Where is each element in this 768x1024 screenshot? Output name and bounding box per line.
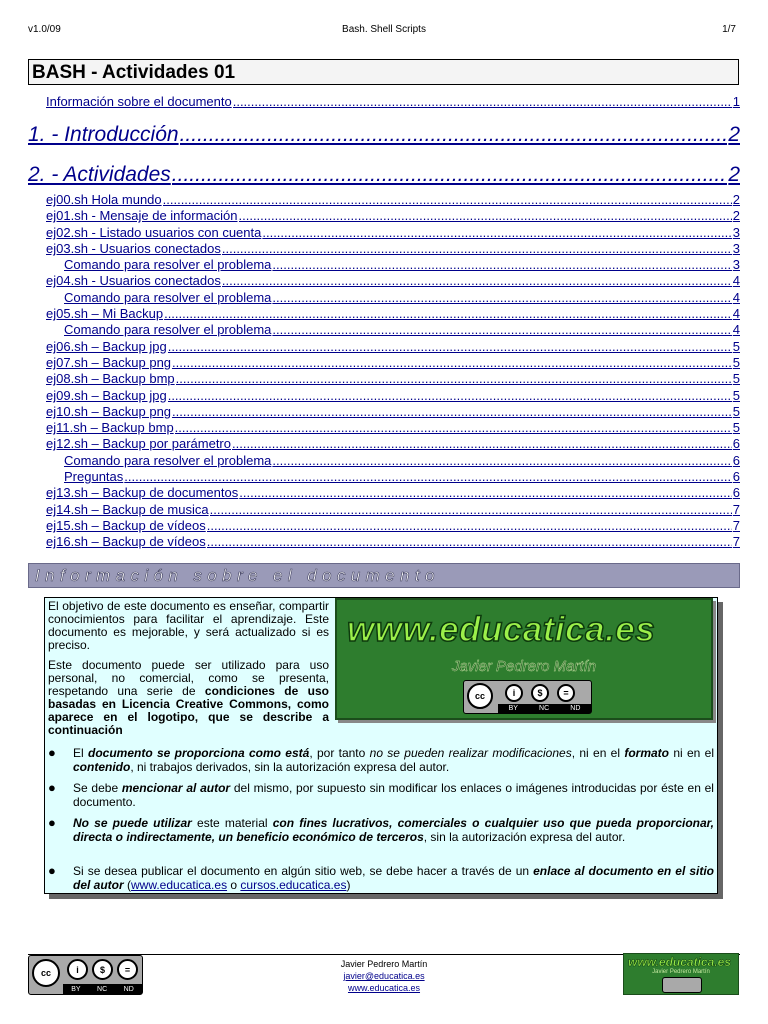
toc-entry-label: ej00.sh Hola mundo — [46, 192, 162, 207]
toc-leader-dots — [272, 322, 731, 337]
b1-t3: , por tanto — [309, 746, 370, 760]
toc-entry-label: ej09.sh – Backup jpg — [46, 388, 167, 403]
toc-entry[interactable] — [46, 485, 740, 501]
document-title-box — [28, 59, 739, 85]
toc-leader-dots — [239, 485, 732, 500]
toc-entry-page: 7 — [732, 502, 740, 517]
info-paragraph-1: El objetivo de este documento es enseñar, compartir conocimientos para facilitar el aprendizaje. Este documento es mejorable, y será actualizado si es preciso. — [48, 599, 329, 652]
educatica-logo — [335, 598, 713, 720]
footer-educatica-logo — [623, 953, 739, 995]
cc-strip-nd: ND — [123, 985, 134, 993]
section-heading — [28, 563, 740, 588]
toc-entry-label: ej14.sh – Backup de musica — [46, 502, 209, 517]
toc-entry-page: 3 — [732, 257, 740, 272]
nd-icon: = — [557, 684, 575, 702]
mini-cc-icon — [662, 977, 702, 993]
cc-strip-by: BY — [71, 985, 81, 993]
toc-entry[interactable] — [46, 241, 740, 257]
toc-entry-page: 5 — [732, 339, 740, 354]
toc-entry-label: Información sobre el documento — [46, 94, 232, 109]
logo-url-text: www.educatica.es — [347, 610, 656, 649]
header-title: Bash. Shell Scripts — [342, 24, 426, 35]
b3-t2: este material — [191, 816, 273, 830]
toc-leader-dots — [163, 192, 732, 207]
toc-leader-dots — [175, 420, 732, 435]
bullet-icon: ● — [48, 863, 56, 878]
toc-leader-dots — [232, 436, 732, 451]
by-icon: i — [67, 959, 88, 980]
toc-entry[interactable] — [28, 163, 740, 191]
cc-strip-nc: NC — [539, 705, 550, 712]
toc-entry-page: 3 — [732, 225, 740, 240]
toc-leader-dots — [222, 273, 732, 288]
mini-logo-name: Javier Pedrero Martín — [652, 969, 710, 975]
toc-entry-label: ej12.sh – Backup por parámetro — [46, 436, 231, 451]
toc-entry[interactable] — [64, 257, 740, 273]
toc-entry-page: 2 — [728, 123, 740, 146]
info-paragraph-2-bold: condiciones de uso basadas en Licencia Creative Commons, como aparece en el logotipo, que se describe a continuación — [48, 684, 329, 737]
footer-email-link[interactable]: javier@educatica.es — [343, 971, 425, 981]
toc-leader-dots — [272, 257, 731, 272]
toc-leader-dots — [207, 518, 732, 533]
by-icon: i — [505, 684, 523, 702]
toc-entry-page: 2 — [728, 163, 740, 186]
b4-t2: enlace al documento en el sitio del autor — [73, 864, 714, 892]
nc-icon: $ — [531, 684, 549, 702]
b4-t5: ) — [346, 878, 351, 892]
b1-t4: no se pueden realizar modificaciones — [369, 746, 572, 760]
toc-entry-label: ej02.sh - Listado usuarios con cuenta — [46, 225, 262, 240]
b4-t3: ( — [123, 878, 132, 892]
toc-entry-page: 5 — [732, 404, 740, 419]
b4-t4: o — [227, 878, 241, 892]
toc-entry[interactable] — [64, 469, 740, 485]
toc-entry-page: 5 — [732, 388, 740, 403]
nd-icon: = — [117, 959, 138, 980]
toc-entry[interactable] — [46, 420, 740, 436]
toc-entry-page: 6 — [732, 469, 740, 484]
toc-entry-label: ej10.sh – Backup png — [46, 404, 172, 419]
toc-leader-dots — [176, 371, 732, 386]
bullet-item-3 — [48, 816, 714, 844]
bullet-icon: ● — [48, 815, 56, 830]
toc-entry-page: 1 — [732, 94, 740, 109]
toc-entry[interactable] — [28, 123, 740, 151]
toc-entry[interactable] — [46, 502, 740, 518]
toc-leader-dots — [233, 94, 732, 109]
mini-logo-url: www.educatica.es — [628, 955, 731, 969]
toc-entry-page: 7 — [732, 518, 740, 533]
toc-entry-page: 5 — [732, 355, 740, 370]
toc-entry[interactable] — [46, 371, 740, 387]
toc-entry[interactable] — [46, 534, 740, 550]
section-heading-text: Información sobre el documento — [35, 566, 440, 585]
toc-entry[interactable] — [64, 322, 740, 338]
logo-author-name: Javier Pedrero Martín — [451, 658, 597, 675]
toc-leader-dots — [172, 355, 732, 370]
toc-entry[interactable] — [46, 404, 740, 420]
cc-strip-nc: NC — [97, 985, 108, 993]
b1-t2: documento se proporciona como está — [88, 746, 310, 760]
b1-t6: formato — [624, 746, 670, 760]
cc-license-icon — [463, 680, 592, 714]
toc-leader-dots — [124, 469, 732, 484]
footer-author: Javier Pedrero Martín — [340, 959, 428, 969]
toc-entry-page: 7 — [732, 534, 740, 549]
toc-entry[interactable] — [46, 436, 740, 452]
b3-t3: con fines lucrativos, comerciales o cualquier uso que pueda proporcionar, directa o indirectamente, un beneficio económico de terceros — [73, 816, 715, 844]
b4-t1: Si se desea publicar el documento en algún sitio web, se debe hacer a través de un — [73, 864, 534, 878]
bullet-item-2 — [48, 781, 714, 809]
cc-strip-nd: ND — [570, 705, 581, 712]
toc-entry-label: Comando para resolver el problema — [64, 322, 272, 337]
cc-icon: cc — [32, 959, 60, 987]
toc-leader-dots — [272, 290, 731, 305]
toc-entry-label: ej06.sh – Backup jpg — [46, 339, 167, 354]
toc-entry[interactable] — [46, 306, 740, 322]
document-title: BASH - Actividades 01 — [32, 62, 236, 83]
toc-leader-dots — [172, 163, 728, 187]
toc-entry-page: 6 — [732, 485, 740, 500]
toc-entry-page: 5 — [732, 371, 740, 386]
bullet-icon: ● — [48, 745, 56, 760]
b2-t1: Se debe — [73, 781, 122, 795]
cc-strip — [498, 704, 591, 713]
educatica-link[interactable]: www.educatica.es — [131, 878, 228, 892]
toc-entry[interactable] — [46, 355, 740, 371]
toc-leader-dots — [168, 339, 732, 354]
toc-leader-dots — [222, 241, 732, 256]
nc-icon: $ — [92, 959, 113, 980]
toc-entry-page: 4 — [732, 322, 740, 337]
b1-t5: , ni en el — [571, 746, 625, 760]
toc-entry-label: ej11.sh – Backup bmp — [46, 420, 174, 435]
toc-leader-dots — [239, 208, 732, 223]
toc-entry-page: 4 — [732, 290, 740, 305]
toc-leader-dots — [210, 502, 732, 517]
bullet-icon: ● — [48, 780, 56, 795]
toc-entry[interactable] — [46, 192, 740, 208]
toc-entry-label: ej01.sh - Mensaje de información — [46, 208, 238, 223]
b1-t7: ni en el — [669, 746, 714, 760]
info-paragraph-2-text: Este documento puede ser utilizado para uso personal, no comercial, como se presenta, respetando una serie de — [48, 658, 329, 698]
toc-entry-label: ej04.sh - Usuarios conectados — [46, 273, 221, 288]
toc-entry[interactable] — [46, 225, 740, 241]
toc-leader-dots — [172, 404, 732, 419]
toc-entry[interactable] — [46, 518, 740, 534]
toc-entry-label: ej07.sh – Backup png — [46, 355, 172, 370]
info-paragraph-2 — [48, 659, 329, 737]
toc-entry-label: ej03.sh - Usuarios conectados — [46, 241, 221, 256]
b2-t2: mencionar al autor — [121, 781, 231, 795]
toc-entry[interactable] — [46, 339, 740, 355]
toc-entry-page: 2 — [732, 192, 740, 207]
toc-entry-label: ej13.sh – Backup de documentos — [46, 485, 239, 500]
toc-leader-dots — [180, 123, 728, 147]
bullet-item-1 — [48, 746, 714, 774]
toc-entry-label: Comando para resolver el problema — [64, 290, 272, 305]
toc-entry-label: ej15.sh – Backup de vídeos — [46, 518, 206, 533]
toc-entry-page: 5 — [732, 420, 740, 435]
footer-web-link[interactable]: www.educatica.es — [347, 983, 421, 993]
toc-leader-dots — [272, 453, 731, 468]
toc-entry-page: 4 — [732, 273, 740, 288]
b1-t1: El — [73, 746, 88, 760]
toc-leader-dots — [168, 388, 732, 403]
b3-t4: , sin la autorización expresa del autor. — [423, 830, 626, 844]
toc-leader-dots — [262, 225, 731, 240]
b3-t1: No se puede utilizar — [73, 816, 192, 830]
toc-entry[interactable] — [46, 388, 740, 404]
header-version: v1.0/09 — [28, 24, 61, 35]
toc-entry-label: Comando para resolver el problema — [64, 453, 272, 468]
toc-entry[interactable] — [46, 208, 740, 224]
toc-entry[interactable] — [46, 273, 740, 289]
toc-entry[interactable] — [64, 290, 740, 306]
toc-entry-label: ej05.sh – Mi Backup — [46, 306, 164, 321]
toc-entry[interactable] — [64, 453, 740, 469]
toc-entry-label: ej16.sh – Backup de vídeos — [46, 534, 206, 549]
b1-t9: , ni trabajos derivados, sin la autorización expresa del autor. — [130, 760, 450, 774]
toc-entry-page: 6 — [732, 453, 740, 468]
toc-entry-label: Comando para resolver el problema — [64, 257, 272, 272]
toc-entry-page: 6 — [732, 436, 740, 451]
toc-leader-dots — [207, 534, 732, 549]
toc-leader-dots — [164, 306, 732, 321]
b2-t3: del mismo, por supuesto sin modificar los enlaces o imágenes introducidas por éste en el documento. — [73, 781, 714, 809]
cursos-educatica-link[interactable]: cursos.educatica.es — [240, 878, 347, 892]
header-page-number: 1/7 — [722, 24, 736, 35]
cc-strip-by: BY — [508, 705, 518, 712]
bullet-item-4 — [48, 864, 714, 892]
toc-entry-label: 2. - Actividades — [28, 163, 171, 186]
toc-entry-page: 2 — [732, 208, 740, 223]
toc-entry-label: 1. - Introducción — [28, 123, 179, 146]
toc-entry-page: 3 — [732, 241, 740, 256]
cc-icon: cc — [467, 683, 493, 709]
toc-entry[interactable] — [46, 94, 740, 110]
toc-entry-label: Preguntas — [64, 469, 124, 484]
toc-entry-page: 4 — [732, 306, 740, 321]
toc-entry-label: ej08.sh – Backup bmp — [46, 371, 175, 386]
b1-t8: contenido — [73, 760, 131, 774]
